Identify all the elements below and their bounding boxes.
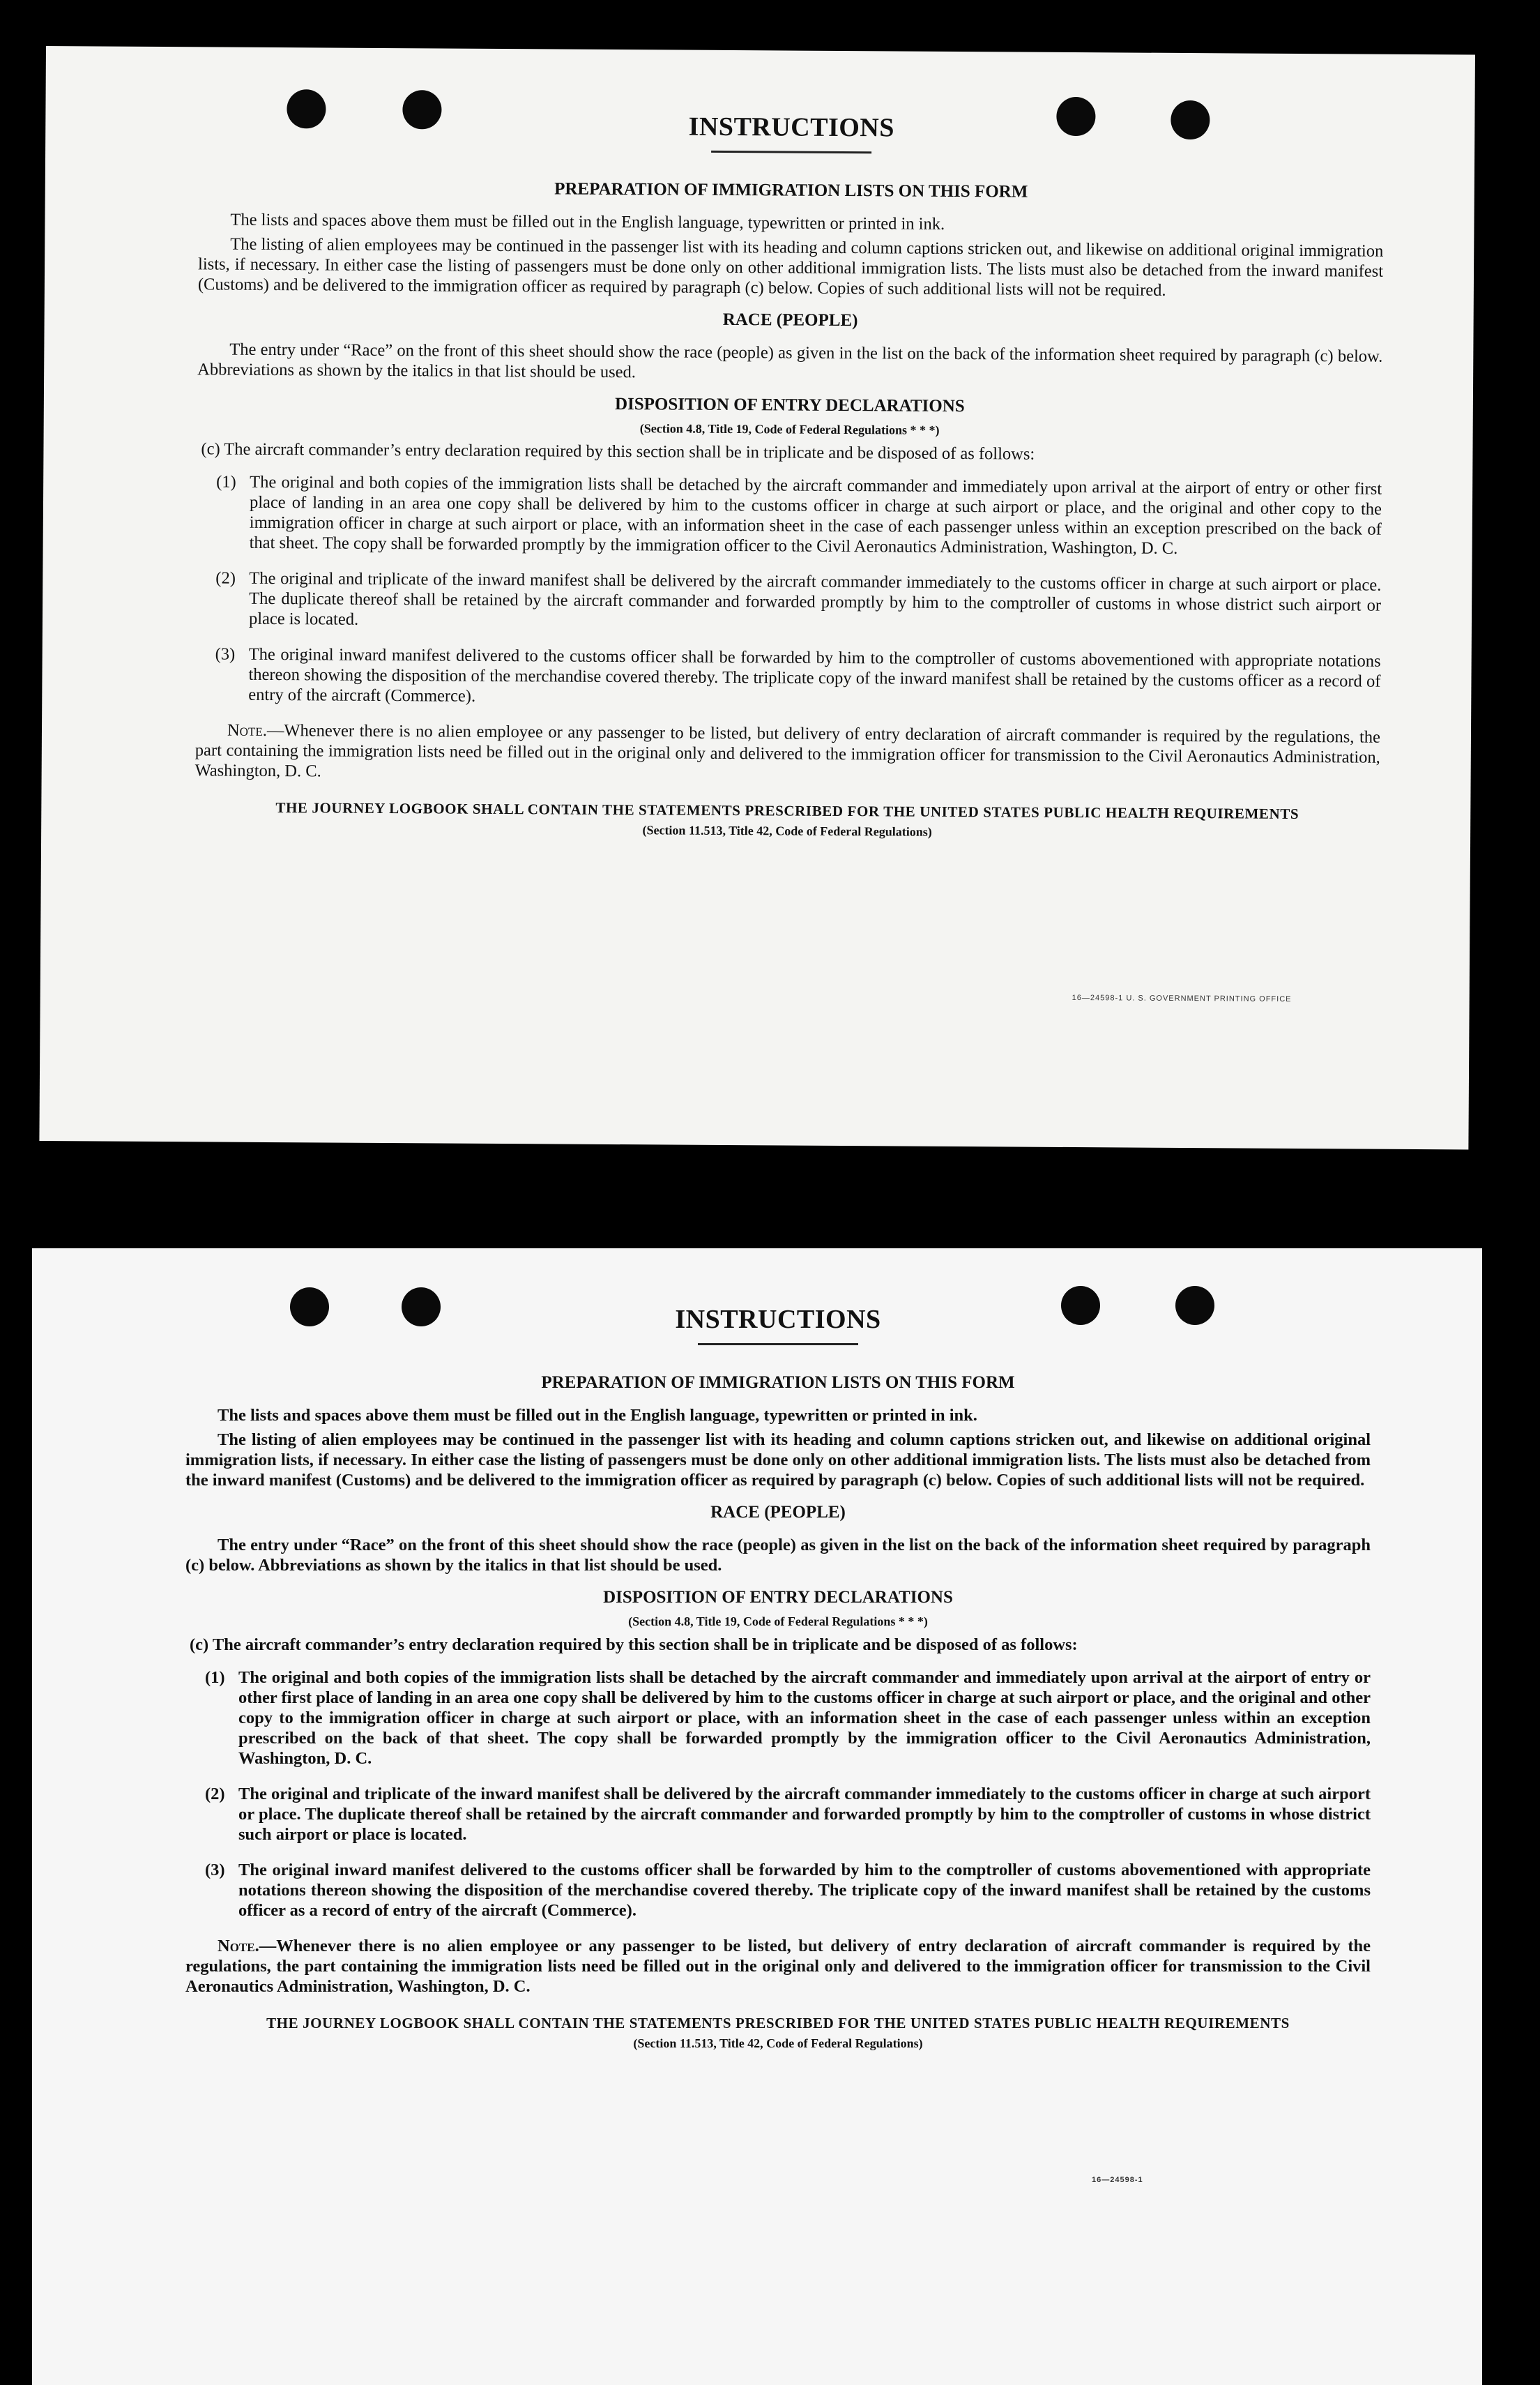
- journey-logbook-statement: THE JOURNEY LOGBOOK SHALL CONTAIN THE STATEMENTS PRESCRIBED FOR THE UNITED STATES PUBLIC HEALTH REQUIREMENTS: [275, 799, 1299, 822]
- item-number: (2): [215, 568, 236, 588]
- printing-office-code: 16—24598-1 U. S. GOVERNMENT PRINTING OFFICE: [1072, 994, 1292, 1004]
- note-text: —Whenever there is no alien employee or any passenger to be listed, but delivery of entry declaration of aircraft commander is required by the regulations, the part containing the immigration lists need be filled out in the original only and delivered to the immigration officer for transmission to the Civil Aeronautics Administration, Washington, D. C.: [185, 1937, 1371, 1996]
- item-text: The original inward manifest delivered to the customs officer shall be forwarded by him to the comptroller of customs abovementioned with appropriate notations thereon showing the disposition of the merchandise covered thereby. The triplicate copy of the inward manifest shall be retained by the customs officer as a record of entry of the aircraft (Commerce).: [248, 644, 1381, 706]
- paragraph-c: (c) The aircraft commander’s entry declaration required by this section shall be in triplicate and be disposed of as follows:: [190, 1635, 1078, 1654]
- instructions-body: [195, 108, 1384, 842]
- instruction-sheet-lower: [32, 1248, 1482, 2385]
- journey-logbook-statement: THE JOURNEY LOGBOOK SHALL CONTAIN THE STATEMENTS PRESCRIBED FOR THE UNITED STATES PUBLIC HEALTH REQUIREMENTS: [266, 2015, 1290, 2031]
- item-number: (1): [205, 1668, 225, 1687]
- list-item: [205, 1667, 1371, 1769]
- item-text: The original and both copies of the immigration lists shall be detached by the aircraft commander and immediately upon arrival at the airport of entry or other first place of landing in an area one copy shall be delivered by him to the customs officer in charge at such airport or place, and the original and other copy to the immigration officer in charge at such airport or place, with an information sheet in the case of each passenger unless within an exception prescribed on the back of that sheet. The copy shall be forwarded promptly by the immigration officer to the Civil Aeronautics Administration, Washington, D. C.: [238, 1668, 1371, 1768]
- paragraph-race: The entry under “Race” on the front of this sheet should show the race (people) as given in the list on the back of the information sheet required by paragraph (c) below. Abbreviations as shown by the italics in that list should be used.: [185, 1536, 1371, 1575]
- list-item: [216, 472, 1382, 560]
- instructions-title: INSTRUCTIONS: [675, 1305, 881, 1334]
- item-text: The original and triplicate of the inward manifest shall be delivered by the aircraft commander immediately to the customs officer in charge at such airport or place. The duplicate thereof shall be retained by the aircraft commander and forwarded promptly by him to the comptroller of customs in whose district such airport or place is located.: [248, 568, 1382, 629]
- note-paragraph: [185, 1936, 1371, 1997]
- heading-disposition: DISPOSITION OF ENTRY DECLARATIONS: [603, 1588, 953, 1607]
- title-rule: [711, 151, 871, 153]
- list-item: [205, 1784, 1371, 1845]
- instruction-sheet-upper: [39, 46, 1475, 1149]
- heading-disposition: DISPOSITION OF ENTRY DECLARATIONS: [614, 394, 965, 416]
- list-item: [205, 1860, 1371, 1921]
- paragraph-race: The entry under “Race” on the front of this sheet should show the race (people) as given in the list on the back of the information sheet required by paragraph (c) below. Abbreviations as shown by the italics in that list should be used.: [197, 340, 1383, 382]
- paragraph-lists: The lists and spaces above them must be filled out in the English language, typewritten or printed in ink.: [218, 1406, 977, 1425]
- item-number: (1): [216, 472, 236, 492]
- paragraph-listing: The listing of alien employees may be continued in the passenger list with its heading and column captions stricken out, and likewise on additional original immigration lists, if necessary. In either case the listing of passengers must be done only on other additional immigration lists. The lists must also be detached from the inward manifest (Customs) and be delivered to the immigration officer as required by paragraph (c) below. Copies of such additional lists will not be required.: [197, 234, 1384, 300]
- item-number: (2): [205, 1785, 225, 1803]
- journey-logbook-citation: (Section 11.513, Title 42, Code of Federal Regulations): [642, 823, 932, 839]
- item-number: (3): [205, 1861, 225, 1879]
- note-paragraph: [195, 720, 1380, 787]
- subheading-disposition: (Section 4.8, Title 19, Code of Federal Regulations * * *): [639, 421, 940, 437]
- title-rule: [698, 1343, 858, 1345]
- item-text: The original and both copies of the immigration lists shall be detached by the aircraft commander and immediately upon arrival at the airport of entry or other first place of landing in an area one copy shall be delivered by him to the customs officer in charge at such airport or place, and the original and other copy to the immigration officer in charge at such airport or place, with an information sheet in the case of each passenger unless within an exception prescribed on the back of that sheet. The copy shall be forwarded promptly by the immigration officer to the Civil Aeronautics Administration, Washington, D. C.: [249, 472, 1382, 558]
- paragraph-c: (c) The aircraft commander’s entry declaration required by this section shall be in triplicate and be disposed of as follows:: [201, 439, 1035, 464]
- heading-race: RACE (PEOPLE): [722, 310, 858, 331]
- paragraph-listing: The listing of alien employees may be continued in the passenger list with its heading and column captions stricken out, and likewise on additional original immigration lists, if necessary. In either case the listing of passengers must be done only on other additional immigration lists. The lists must also be detached from the inward manifest (Customs) and be delivered to the immigration officer as required by paragraph (c) below. Copies of such additional lists will not be required.: [185, 1430, 1371, 1490]
- heading-preparation: PREPARATION OF IMMIGRATION LISTS ON THIS FORM: [541, 1373, 1015, 1392]
- heading-preparation: PREPARATION OF IMMIGRATION LISTS ON THIS FORM: [554, 179, 1028, 202]
- instructions-body: [185, 1304, 1371, 2051]
- item-number: (3): [215, 644, 236, 664]
- instructions-title: INSTRUCTIONS: [688, 112, 895, 143]
- subheading-disposition: (Section 4.8, Title 19, Code of Federal Regulations * * *): [628, 1614, 928, 1628]
- paragraph-lists: The lists and spaces above them must be filled out in the English language, typewritten or printed in ink.: [230, 210, 945, 234]
- list-item: [215, 644, 1381, 711]
- note-label: Note.: [227, 720, 267, 740]
- note-label: Note.: [218, 1937, 259, 1955]
- journey-logbook-citation: (Section 11.513, Title 42, Code of Federal Regulations): [633, 2036, 923, 2050]
- heading-race: RACE (PEOPLE): [710, 1503, 846, 1522]
- note-text: —Whenever there is no alien employee or any passenger to be listed, but delivery of entry declaration of aircraft commander is required by the regulations, the part containing the immigration lists need be filled out in the original only and delivered to the immigration officer for transmission to the Civil Aeronautics Administration, Washington, D. C.: [195, 720, 1381, 781]
- list-item: [215, 568, 1382, 636]
- printing-office-code: 16—24598-1: [1092, 2176, 1143, 2184]
- item-text: The original inward manifest delivered to the customs officer shall be forwarded by him to the comptroller of customs abovementioned with appropriate notations thereon showing the disposition of the merchandise covered thereby. The triplicate copy of the inward manifest shall be retained by the customs officer as a record of entry of the aircraft (Commerce).: [238, 1861, 1371, 1920]
- item-text: The original and triplicate of the inward manifest shall be delivered by the aircraft commander immediately to the customs officer in charge at such airport or place. The duplicate thereof shall be retained by the aircraft commander and forwarded promptly by him to the comptroller of customs in whose district such airport or place is located.: [238, 1785, 1371, 1844]
